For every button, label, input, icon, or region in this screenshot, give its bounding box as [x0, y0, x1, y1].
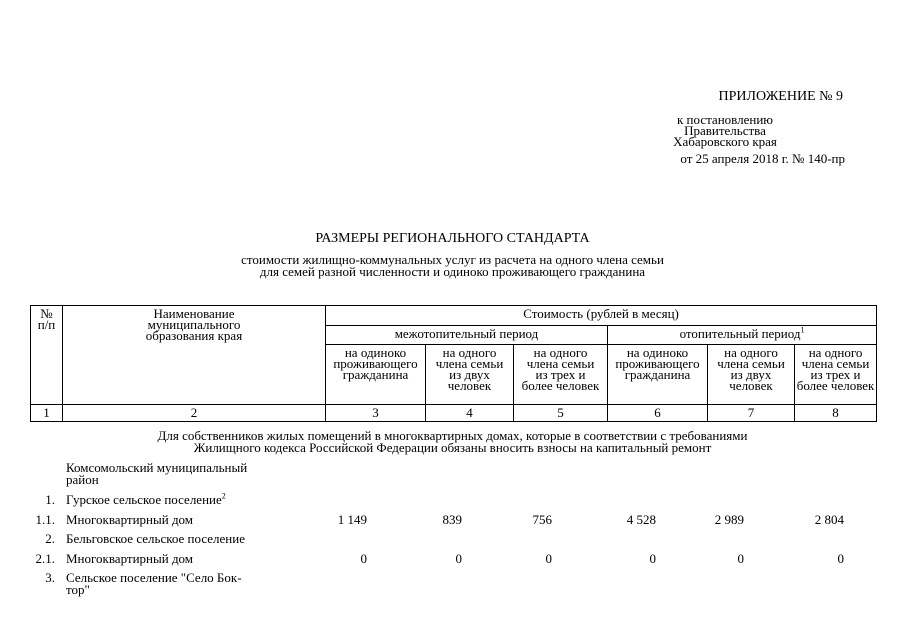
- row-name: Многоквартирный дом: [66, 551, 194, 566]
- row-name: Бельговское сельское поселение: [66, 531, 245, 546]
- row-name: Гурское сельское поселение$^2$: [66, 491, 226, 507]
- appendix-line-4: от 25 апреля 2018 г. № 140-пр: [680, 151, 845, 166]
- value-cell: 2 989: [714, 512, 744, 527]
- subtitle-line-2: для семей разной численности и одиноко проживающего гражданина: [259, 264, 646, 279]
- header-name: Наименование муниципального образования края: [63, 306, 326, 405]
- subtitle-line-1: стоимости жилищно-коммунальных услуг из расчета на одного члена семьи: [241, 252, 664, 267]
- value-cell: 0: [649, 551, 656, 566]
- district-name: Комсомольский муниципальный район: [66, 460, 248, 487]
- row-name: Многоквартирный дом: [66, 512, 194, 527]
- index-cell: 4: [426, 405, 514, 422]
- subheader-col-4: на одного члена семьи из двух человек: [426, 345, 514, 405]
- value-cell: 2 804: [814, 512, 844, 527]
- value-cell: 0: [455, 551, 462, 566]
- table-row: [0, 533, 905, 547]
- header-period-2: отопительный период$^1$: [608, 326, 877, 345]
- index-cell: 8: [795, 405, 877, 422]
- subheader-col-8: на одного члена семьи из трех и более человек: [795, 345, 877, 405]
- table-row: [0, 572, 905, 600]
- appendix-block: [605, 90, 845, 164]
- table-row: [0, 514, 905, 528]
- index-cell: 6: [608, 405, 708, 422]
- header-cost: Стоимость (рублей в месяц): [326, 306, 877, 326]
- row-name: Сельское поселение "Село Бок- тор": [66, 570, 242, 597]
- index-cell: 1: [31, 405, 63, 422]
- appendix-line-3: Хабаровского края: [673, 134, 777, 149]
- value-cell: 4 528: [626, 512, 656, 527]
- subheader-col-5: на одного члена семьи из трех и более человек: [514, 345, 608, 405]
- row-number: 1.: [45, 492, 55, 507]
- subheader-col-6: на одиноко проживающего гражданина: [608, 345, 708, 405]
- document-title: РАЗМЕРЫ РЕГИОНАЛЬНОГО СТАНДАРТА: [315, 231, 590, 246]
- index-cell: 2: [63, 405, 326, 422]
- standard-table: [30, 305, 877, 422]
- index-cell: 7: [708, 405, 795, 422]
- note-line-2: Жилищного кодекса Российской Федерации обязаны вносить взносы на капитальный ремонт: [193, 440, 712, 455]
- value-cell: 1 149: [337, 512, 367, 527]
- note-line-1: Для собственников жилых помещений в многоквартирных домах, которые в соответствии с требованиями: [157, 428, 748, 443]
- row-number: 2.: [45, 531, 55, 546]
- value-cell: 839: [442, 512, 462, 527]
- value-cell: 0: [737, 551, 744, 566]
- index-cell: 5: [514, 405, 608, 422]
- subheader-col-7: на одного члена семьи из двух человек: [708, 345, 795, 405]
- row-number: 2.1.: [35, 551, 55, 566]
- appendix-title: ПРИЛОЖЕНИЕ № 9: [718, 89, 843, 104]
- row-number: 3.: [45, 570, 55, 585]
- document-subtitle: [0, 254, 905, 278]
- appendix-line-1: к постановлению: [676, 112, 774, 127]
- table-row: [0, 553, 905, 567]
- value-cell: 0: [360, 551, 367, 566]
- index-cell: 3: [326, 405, 426, 422]
- header-number: № п/п: [31, 306, 63, 405]
- subheader-col-3: на одиноко проживающего гражданина: [326, 345, 426, 405]
- section-note: [0, 430, 905, 454]
- row-number: 1.1.: [35, 512, 55, 527]
- value-cell: 0: [545, 551, 552, 566]
- table-row: [0, 491, 905, 508]
- header-period-1: межотопительный период: [326, 326, 608, 345]
- value-cell: 756: [532, 512, 552, 527]
- appendix-line-2: Правительства: [684, 123, 766, 138]
- value-cell: 0: [837, 551, 844, 566]
- district-row: [0, 462, 905, 490]
